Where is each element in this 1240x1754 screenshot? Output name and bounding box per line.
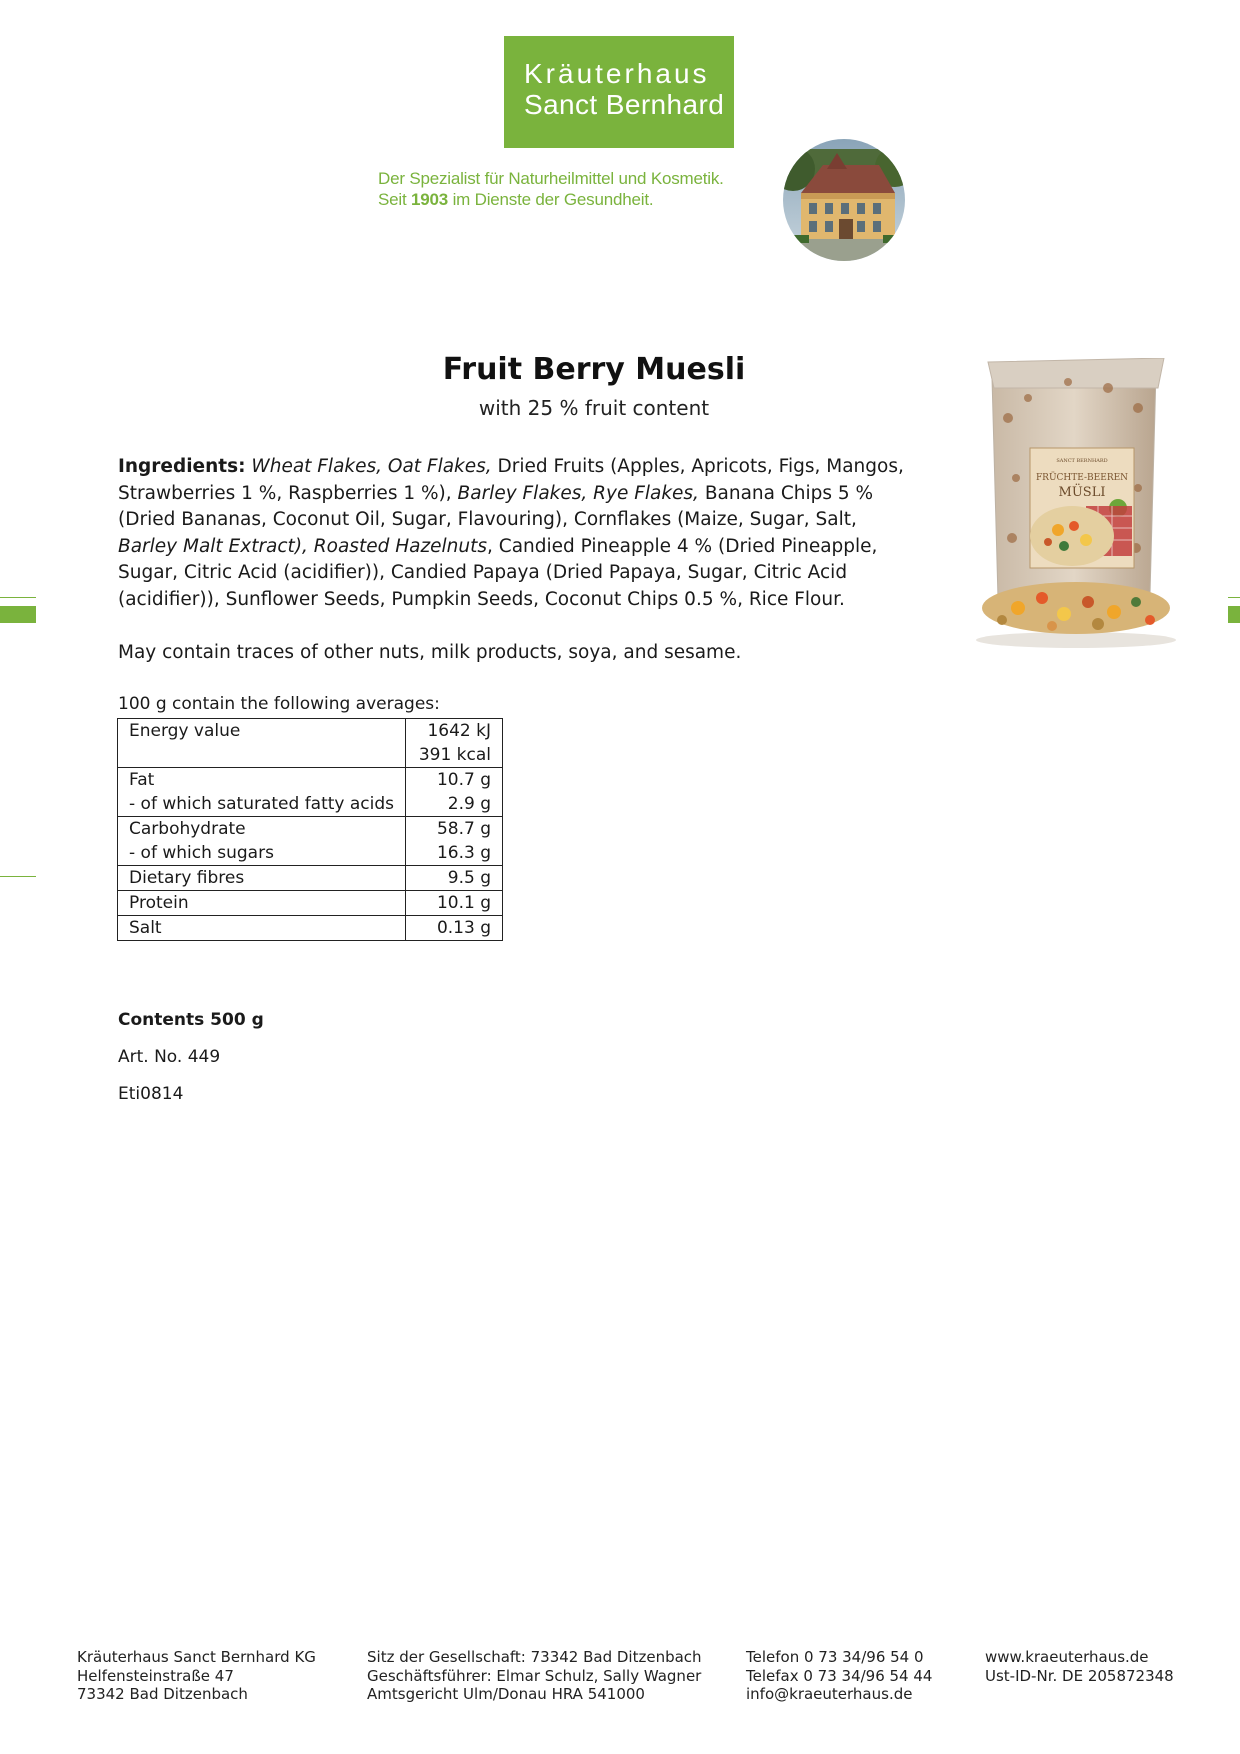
table-row bbox=[118, 891, 503, 916]
nutrient-label-cell bbox=[118, 768, 406, 817]
nutrient-label-cell bbox=[118, 866, 406, 891]
footer-website-link[interactable]: www.kraeuterhaus.de bbox=[985, 1648, 1149, 1666]
footer-line: Geschäftsführer: Elmar Schulz, Sally Wagner bbox=[367, 1666, 702, 1685]
nutrient-label: Energy value bbox=[129, 721, 241, 741]
footer-line: Sitz der Gesellschaft: 73342 Bad Ditzenbach bbox=[367, 1648, 702, 1666]
building-illustration bbox=[783, 139, 905, 261]
package-label-line2: MÜSLI bbox=[1058, 485, 1106, 500]
nutrient-value: 391 kcal bbox=[418, 745, 491, 765]
label-code: Eti0814 bbox=[118, 1084, 184, 1104]
brand-name-line2: Sanct Bernhard bbox=[524, 89, 725, 120]
nutrient-label-cell bbox=[118, 891, 406, 916]
right-fold-line bbox=[1228, 597, 1240, 598]
nutrient-value: 1642 kJ bbox=[427, 721, 491, 741]
ingredients-label: Ingredients: bbox=[118, 456, 246, 477]
nutrient-label-cell bbox=[118, 916, 406, 941]
ingredients-part: Barley Malt Extract), Roasted Hazelnuts bbox=[118, 535, 488, 557]
ingredients-text bbox=[118, 454, 908, 614]
footer-contact bbox=[746, 1648, 932, 1704]
tagline-suffix: im Dienste der Gesundheit. bbox=[448, 190, 654, 209]
tagline-prefix: Seit bbox=[378, 190, 412, 209]
nutrient-value-cell bbox=[406, 891, 503, 916]
allergen-traces-note: May contain traces of other nuts, milk products, soya, and sesame. bbox=[118, 642, 742, 663]
brand-tagline bbox=[378, 168, 758, 210]
nutrient-value: 0.13 g bbox=[436, 918, 491, 938]
left-fold-line-bottom bbox=[0, 876, 36, 877]
article-number: Art. No. 449 bbox=[118, 1047, 221, 1067]
nutrient-value-cell bbox=[406, 719, 503, 768]
product-title: Fruit Berry Muesli bbox=[442, 352, 746, 387]
nutrient-label bbox=[129, 743, 394, 767]
nutrient-label: Salt bbox=[129, 918, 162, 938]
ingredients-part: Dried Fruits (Apples, Apricots, Figs, Mangos, Strawberries 1 %, Raspberries 1 %), bbox=[118, 456, 904, 504]
nutrient-value: 58.7 g bbox=[436, 819, 491, 839]
nutrition-table bbox=[117, 718, 503, 941]
nutrient-value: 9.5 g bbox=[447, 868, 491, 888]
table-row bbox=[118, 866, 503, 891]
nutrient-label: Fat bbox=[129, 770, 155, 790]
nutrient-value-cell bbox=[406, 916, 503, 941]
footer-email-link[interactable]: info@kraeuterhaus.de bbox=[746, 1685, 913, 1703]
left-fold-line-top bbox=[0, 597, 36, 598]
nutrient-label: - of which sugars bbox=[129, 843, 274, 863]
nutrient-value: 16.3 g bbox=[436, 843, 491, 863]
tagline-line2 bbox=[378, 189, 758, 210]
nutrient-value: 10.1 g bbox=[436, 893, 491, 913]
nutrient-value-cell bbox=[406, 866, 503, 891]
package-label-line1: FRÜCHTE-BEEREN bbox=[1035, 473, 1129, 483]
nutrient-label: Protein bbox=[129, 893, 189, 913]
nutrient-value-cell bbox=[406, 768, 503, 817]
footer-legal-info bbox=[367, 1648, 702, 1704]
product-subtitle: with 25 % fruit content bbox=[478, 396, 710, 420]
footer-line: 73342 Bad Ditzenbach bbox=[77, 1685, 248, 1703]
brand-logo bbox=[504, 36, 734, 148]
nutrient-label: Carbohydrate bbox=[129, 819, 246, 839]
tagline-line1: Der Spezialist für Naturheilmittel und Kosmetik. bbox=[378, 169, 724, 188]
nutrient-value: 2.9 g bbox=[447, 794, 491, 814]
footer-line: Helfensteinstraße 47 bbox=[77, 1666, 234, 1685]
footer-line: Amtsgericht Ulm/Donau HRA 541000 bbox=[367, 1685, 645, 1703]
ingredients-part: Banana Chips 5 % (Dried Bananas, Coconut Oil, Sugar, Flavouring), Cornflakes (Maize, Sugar, Salt, bbox=[118, 482, 874, 531]
ingredients-part: Wheat Flakes, Oat Flakes, bbox=[251, 456, 492, 477]
nutrition-intro: 100 g contain the following averages: bbox=[118, 694, 440, 714]
contents-weight: Contents 500 g bbox=[118, 1010, 264, 1030]
table-row bbox=[118, 916, 503, 941]
ingredients-part: Barley Flakes, Rye Flakes, bbox=[457, 482, 699, 504]
nutrient-value: 10.7 g bbox=[436, 770, 491, 790]
product-package-image bbox=[968, 358, 1184, 650]
muesli-bag-illustration bbox=[968, 358, 1184, 650]
nutrient-label: - of which saturated fatty acids bbox=[129, 794, 395, 814]
nutrient-label: Dietary fibres bbox=[129, 868, 245, 888]
package-brand-text: SANCT BERNHARD bbox=[1056, 458, 1108, 464]
footer-line: Kräuterhaus Sanct Bernhard KG bbox=[77, 1648, 316, 1666]
table-row bbox=[118, 719, 503, 768]
footer-vat-id: Ust-ID-Nr. DE 205872348 bbox=[985, 1666, 1174, 1685]
footer-web-tax bbox=[985, 1648, 1174, 1685]
right-punch-mark bbox=[1228, 606, 1240, 623]
left-punch-mark bbox=[0, 606, 36, 623]
table-row bbox=[118, 817, 503, 866]
ingredients-part: , Candied Pineapple 4 % (Dried Pineapple, Sugar, Citric Acid (acidifier)), Candied Papaya (Dried Papaya, Sugar, Citric Acid (acidifier)), Sunflower Seeds, Pumpkin Seeds, Coconut Chips 0.5 %, Rice Flour. bbox=[118, 535, 878, 610]
table-row bbox=[118, 768, 503, 817]
tagline-year: 1903 bbox=[411, 190, 449, 209]
footer-fax: Telefax 0 73 34/96 54 44 bbox=[746, 1666, 933, 1685]
nutrient-label-cell bbox=[118, 719, 406, 768]
nutrient-value-cell bbox=[406, 817, 503, 866]
footer-company-address bbox=[77, 1648, 316, 1704]
brand-name-line1: Kräuterhaus bbox=[524, 58, 710, 89]
footer-phone: Telefon 0 73 34/96 54 0 bbox=[746, 1648, 924, 1666]
nutrient-label-cell bbox=[118, 817, 406, 866]
building-photo bbox=[783, 139, 905, 261]
